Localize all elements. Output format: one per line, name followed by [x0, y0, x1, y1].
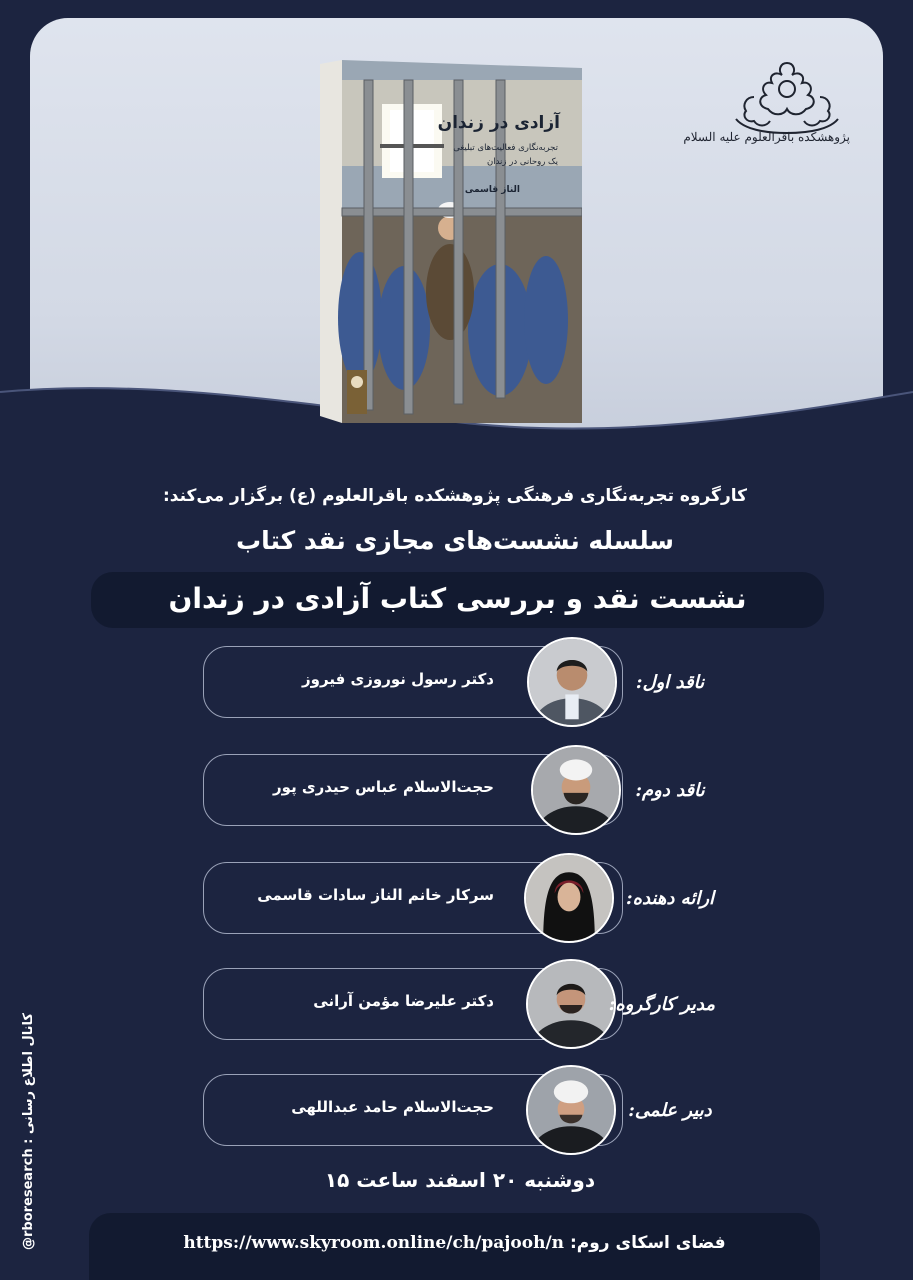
skyroom-link[interactable]: https://www.skyroom.online/ch/pajooh/n [183, 1233, 565, 1253]
book-subtitle-line2: یک روحانی در زندان [486, 157, 558, 167]
book-title: آزادی در زندان [437, 113, 560, 133]
link-bar [89, 1213, 820, 1280]
role-critic-2: ناقد دوم: [635, 780, 705, 801]
role-secretary: دبیر علمی: [628, 1100, 712, 1121]
event-date: دوشنبه ۲۰ اسفند ساعت ۱۵ [324, 1168, 596, 1192]
book-author: الناز قاسمی [464, 185, 520, 195]
intro-text: کارگروه تجربه‌نگاری فرهنگی پژوهشکده باقرالعلوم (ع) برگزار می‌کند: [162, 486, 748, 506]
person-name-secretary: حجت‌الاسلام حامد عبداللهی [291, 1098, 494, 1116]
session-title-bar [91, 572, 824, 628]
book-subtitle-line1: تجربه‌نگاری فعالیت‌های تبلیغی [453, 143, 558, 153]
role-critic-1: ناقد اول: [635, 672, 705, 693]
side-channel-text: کانال اطلاع رسانی : rboresearch@ [21, 1013, 36, 1250]
logo-text: پژوهشکده باقرالعلوم علیه السلام [683, 130, 850, 144]
link-line [89, 1233, 820, 1253]
person-name-critic-1: دکتر رسول نوروزی فیروز [302, 670, 494, 688]
avatar-secretary [526, 1065, 616, 1155]
avatar-presenter [524, 853, 614, 943]
person-name-critic-2: حجت‌الاسلام عباس حیدری پور [273, 778, 494, 796]
session-title: نشست نقد و بررسی کتاب آزادی در زندان [168, 582, 747, 615]
book-cover [320, 58, 582, 423]
link-label: فضای اسکای روم: [569, 1233, 726, 1253]
avatar-critic-1 [527, 637, 617, 727]
avatar-manager [526, 959, 616, 1049]
series-title: سلسله نشست‌های مجازی نقد کتاب [235, 526, 675, 555]
role-presenter: ارائه دهنده: [625, 888, 715, 909]
role-manager: مدیر کارگروه: [608, 994, 715, 1015]
avatar-critic-2 [531, 745, 621, 835]
person-name-presenter: سرکار خانم الناز سادات قاسمی [257, 886, 494, 904]
person-name-manager: دکتر علیرضا مؤمن آرانی [313, 992, 494, 1010]
